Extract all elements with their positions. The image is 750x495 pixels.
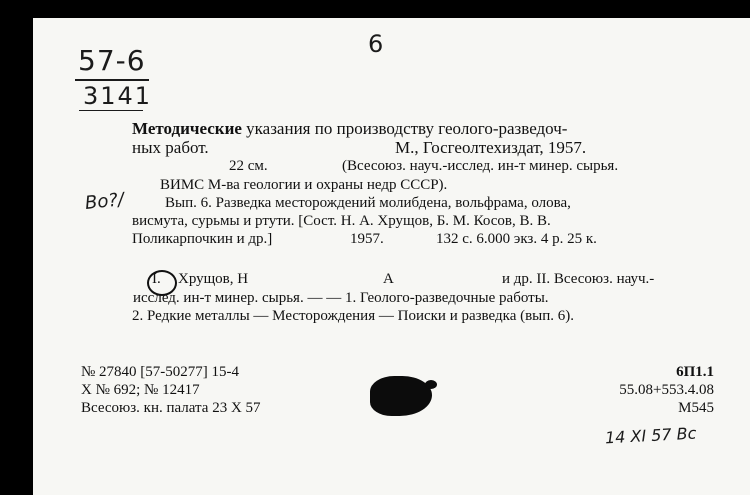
- handwritten-margin-scribble: Bo?/: [84, 189, 125, 214]
- index-roman-numeral: I.: [152, 271, 161, 287]
- entry-title-bold: Методические: [132, 119, 242, 138]
- index-line-2: исслед. ин-т минер. сырья. — — 1. Геолого-разведочные работы.: [133, 290, 549, 306]
- ink-blot-fragment: [425, 380, 437, 389]
- entry-line-6: висмута, сурьмы и ртути. [Сост. Н. А. Хрущов, Б. М. Косов, В. В.: [132, 213, 551, 229]
- handwritten-code-top: 57-6: [78, 44, 146, 77]
- footer-left-line-2: Х № 692; № 12417: [81, 382, 200, 398]
- entry-title-line: [132, 119, 567, 139]
- index-line-1-initial: А: [383, 271, 394, 287]
- index-line-3: 2. Редкие металлы — Месторождения — Поиски и разведка (вып. 6).: [132, 308, 575, 324]
- entry-line-2-left: ных работ.: [132, 138, 209, 157]
- handwritten-page-number: 6: [368, 30, 384, 58]
- index-line-1-left: Хрущов, Н: [178, 271, 249, 287]
- footer-right-line-1: 6П1.1: [676, 364, 714, 380]
- entry-line-7-year: 1957.: [350, 231, 384, 247]
- footer-left-line-3: Всесоюз. кн. палата 23 Х 57: [81, 400, 261, 416]
- footer-right-line-3: М545: [678, 400, 714, 416]
- handwritten-divider-line-lower: [79, 110, 143, 111]
- ink-blot: [370, 376, 432, 416]
- entry-line-2-right: М., Госгеолтехиздат, 1957.: [395, 138, 587, 157]
- handwritten-date-note: 14 XI 57 Bс: [604, 423, 697, 448]
- footer-right-line-2: 55.08+553.4.08: [619, 382, 714, 398]
- index-line-1-right: и др. II. Всесоюз. науч.-: [502, 271, 655, 287]
- footer-left-line-1: № 27840 [57-50277] 15-4: [81, 364, 240, 380]
- entry-line-3-right: (Всесоюз. науч.-исслед. ин-т минер. сырья.: [342, 158, 619, 174]
- entry-line-3-left: 22 см.: [229, 158, 268, 174]
- entry-line-7-right: 132 с. 6.000 экз. 4 р. 25 к.: [436, 231, 597, 247]
- entry-line-7-left: Поликарпочкин и др.]: [132, 231, 273, 247]
- handwritten-code-bottom: 3141: [83, 82, 153, 110]
- entry-line-5: Вып. 6. Разведка месторождений молибдена, вольфрама, олова,: [165, 195, 571, 211]
- entry-title-rest: указания по производству геолого-разведоч-: [246, 119, 568, 138]
- catalog-card: [33, 18, 750, 495]
- entry-line-4: ВИМС М-ва геологии и охраны недр СССР).: [160, 177, 448, 193]
- handwritten-divider-line: [75, 79, 149, 81]
